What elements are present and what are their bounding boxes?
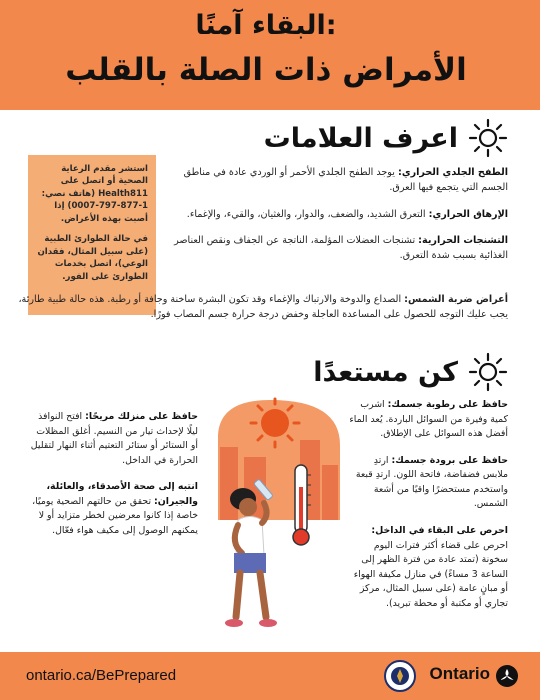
sign-label: الطفح الجلدي الحراري: — [397, 167, 508, 178]
heatstroke-label: أعراض ضربة الشمس: — [404, 294, 508, 305]
tip-label: حافظ على رطوبة جسمك: — [387, 399, 508, 410]
title-line-1: البقاء آمنًا: — [195, 10, 337, 41]
heatstroke-text: الصداع والدوخة والارتباك والإغماء وقد تكون البشرة ساخنة وجافة أو رطبة. هذه حالة طبية طارئة، يجب عليك التوجه للحصول على المساعدة العاجلة وخفض درجة حرارة جسم المصاب فورًا. — [18, 294, 508, 320]
footer-bar — [0, 652, 540, 700]
sign-label: الإرهاق الحراري: — [428, 208, 508, 220]
sign-text: التعرق الشديد، والضعف، والدوار، والغثيان، والقيء، والإغماء. — [186, 208, 429, 220]
header-banner — [0, 0, 540, 110]
sign-item — [168, 165, 508, 196]
help-side-panel — [28, 155, 156, 315]
sun-icon — [468, 118, 508, 158]
tip-text: ارتدِ ملابس فضفاضة، فاتحة اللون. ارتدِ قبعة واستخدم مستحضرًا واقيًا من أشعة الشمس. — [355, 454, 508, 510]
tip-text: تحقق من حالتهم الصحية يوميًا، خاصة إذا كانوا معرضين لخطر متزايد أو لا يمكنهم الوصول إلى مكيف هواء فعّال. — [32, 495, 198, 537]
tip-text: اشرب كمية وفيرة من السوائل الباردة. يُعد الماء أفضل هذه السوائل على الإطلاق. — [349, 399, 508, 440]
tip-label: احرص على البقاء في الداخل: — [371, 525, 508, 537]
side-panel-para-1: استشر مقدم الرعاية الصحية أو اتصل على Health811 (هاتف نصي: 1-877-797-0007) إذا أصبت بهذه الأعراض. — [41, 164, 148, 224]
tip-label: حافظ على منزلك مريحًا: — [85, 411, 198, 422]
sign-label: التشنجات الحرارية: — [418, 235, 508, 247]
signs-heading-text: اعرف العلامات — [263, 122, 458, 154]
ontario-logo-text: Ontario — [429, 664, 490, 683]
heat-illustration — [200, 395, 350, 645]
tip-text: افتح النوافذ ليلًا لإحداث تيار من النسيم. أغلق المظلات أو الستائر أو ستائر التعتيم أثناء النهار لتقليل الحرارة في الداخل. — [30, 411, 198, 466]
signs-list — [168, 165, 508, 275]
heatstroke-item — [18, 293, 508, 323]
tip-item — [348, 524, 508, 611]
sign-item — [168, 233, 508, 264]
prepare-right-column — [348, 398, 508, 624]
sun-icon — [468, 352, 508, 392]
sign-item — [168, 207, 508, 222]
government-seal-icon — [384, 660, 416, 692]
footer-url-link[interactable]: ontario.ca/BePrepared — [26, 667, 177, 684]
trillium-logo-icon — [496, 665, 518, 687]
tip-label: انتبه إلى صحة الأصدقاء، والعائلة، والجيران: — [46, 481, 198, 507]
tip-item — [348, 398, 508, 442]
prepare-heading — [313, 352, 508, 392]
tip-item — [28, 410, 198, 468]
title-line-2: الأمراض ذات الصلة بالقلب — [65, 52, 467, 88]
prepare-left-column — [28, 410, 198, 551]
tip-item — [348, 454, 508, 512]
tip-item — [28, 480, 198, 538]
signs-heading — [264, 118, 508, 158]
sign-text: تشنجات العضلات المؤلمة، الناتجة عن الجفاف ونقص العناصر الغذائية بسبب شدة التعرق. — [174, 235, 508, 262]
side-panel-para-2: في حالة الطوارئ الطبية (على سبيل المثال، فقدان الوعي)، اتصل بخدمات الطوارئ على الفور. — [37, 234, 148, 282]
tip-text: احرص على قضاء أكثر فترات اليوم سخونة (تمتد عادة من فترة الظهر إلى الساعة 3 مساءً) في منازل مكيفة الهواء أو مبانٍ عامة (على سبيل المثال، مركز تجاري أو مكتبة أو محطة تبريد). — [353, 539, 508, 609]
prepare-heading-text: كن مستعدًا — [313, 356, 458, 388]
sign-text: يوجد الطفح الجلدي الأحمر أو الوردي عادة في مناطق الجسم التي يتجمع فيها العرق. — [183, 167, 508, 194]
tip-label: حافظ على برودة جسمك: — [391, 454, 508, 466]
